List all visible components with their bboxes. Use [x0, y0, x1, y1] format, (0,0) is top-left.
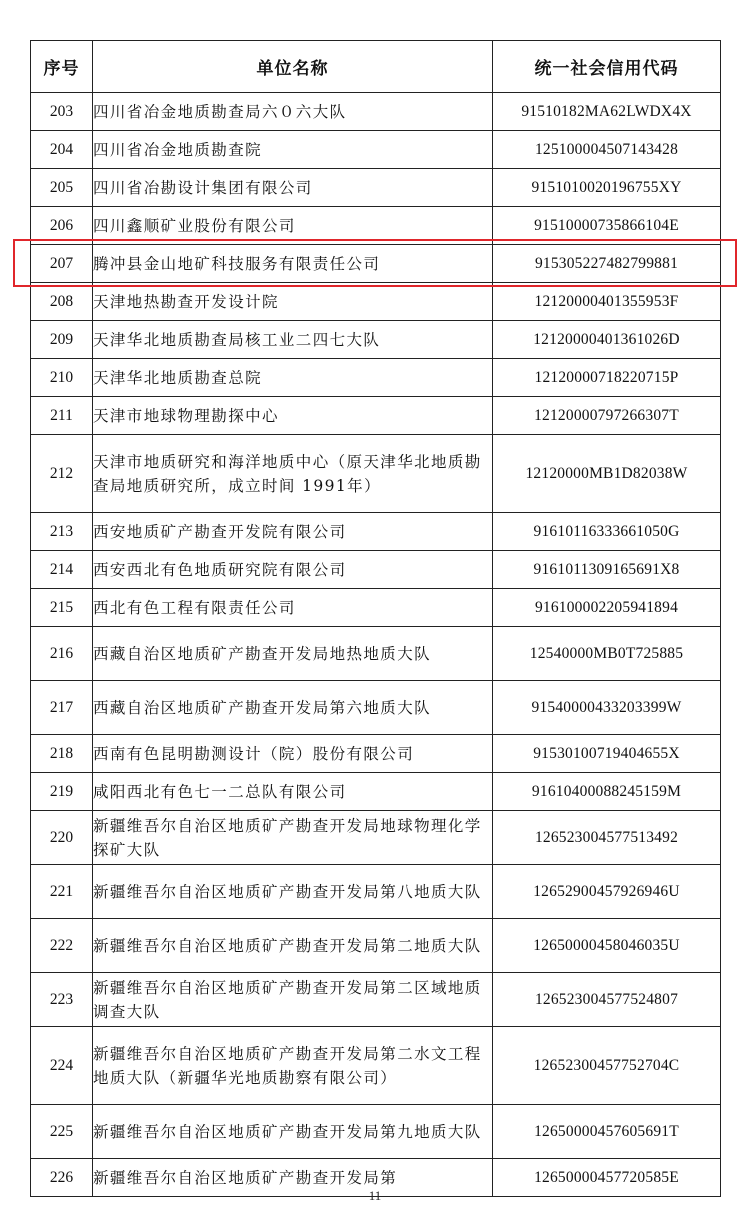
- row-serial-number: 206: [31, 207, 93, 245]
- row-unit-name: 西藏自治区地质矿产勘查开发局第六地质大队: [93, 681, 493, 735]
- row-unit-name: 新疆维吾尔自治区地质矿产勘查开发局第二地质大队: [93, 919, 493, 973]
- row-serial-number: 218: [31, 735, 93, 773]
- row-serial-number: 219: [31, 773, 93, 811]
- row-unit-name: 四川省冶金地质勘查局六０六大队: [93, 93, 493, 131]
- row-credit-code: 91530100719404655X: [493, 735, 721, 773]
- table-row: [31, 919, 721, 973]
- row-credit-code: 12120000718220715P: [493, 359, 721, 397]
- row-credit-code: 12540000MB0T725885: [493, 627, 721, 681]
- row-unit-name: 四川省冶金地质勘查院: [93, 131, 493, 169]
- row-unit-name: 新疆维吾尔自治区地质矿产勘查开发局第二区域地质调查大队: [93, 973, 493, 1027]
- row-serial-number: 220: [31, 811, 93, 865]
- row-unit-name: 西安西北有色地质研究院有限公司: [93, 551, 493, 589]
- row-credit-code: 12120000401361026D: [493, 321, 721, 359]
- row-unit-name: 西北有色工程有限责任公司: [93, 589, 493, 627]
- header-credit-code: 统一社会信用代码: [493, 41, 721, 93]
- row-unit-name: 新疆维吾尔自治区地质矿产勘查开发局第九地质大队: [93, 1105, 493, 1159]
- row-credit-code: 91610400088245159M: [493, 773, 721, 811]
- page-number: 11: [368, 1188, 382, 1203]
- row-serial-number: 209: [31, 321, 93, 359]
- row-serial-number: 203: [31, 93, 93, 131]
- row-credit-code: 915305227482799881: [493, 245, 721, 283]
- row-serial-number: 204: [31, 131, 93, 169]
- table-row: [31, 131, 721, 169]
- row-unit-name: 西藏自治区地质矿产勘查开发局地热地质大队: [93, 627, 493, 681]
- row-credit-code: 12652300457752704C: [493, 1027, 721, 1105]
- header-serial-number: 序号: [31, 41, 93, 93]
- table-row: [31, 1027, 721, 1105]
- row-credit-code: 9151010020196755XY: [493, 169, 721, 207]
- row-unit-name: 四川省冶勘设计集团有限公司: [93, 169, 493, 207]
- row-serial-number: 213: [31, 513, 93, 551]
- row-credit-code: 126523004577524807: [493, 973, 721, 1027]
- row-serial-number: 214: [31, 551, 93, 589]
- row-serial-number: 226: [31, 1159, 93, 1197]
- row-credit-code: 91540000433203399W: [493, 681, 721, 735]
- row-credit-code: 12650000457720585E: [493, 1159, 721, 1197]
- row-unit-name: 咸阳西北有色七一二总队有限公司: [93, 773, 493, 811]
- row-serial-number: 221: [31, 865, 93, 919]
- header-unit-name: 单位名称: [93, 41, 493, 93]
- row-unit-name: 新疆维吾尔自治区地质矿产勘查开发局第八地质大队: [93, 865, 493, 919]
- table-row: [31, 551, 721, 589]
- table-row: [31, 359, 721, 397]
- table-row: [31, 973, 721, 1027]
- row-serial-number: 208: [31, 283, 93, 321]
- row-credit-code: 12650000458046035U: [493, 919, 721, 973]
- table-header: [31, 41, 721, 93]
- header-row: [31, 41, 721, 93]
- row-unit-name: 天津华北地质勘查局核工业二四七大队: [93, 321, 493, 359]
- table-row: [31, 283, 721, 321]
- row-credit-code: 12650000457605691T: [493, 1105, 721, 1159]
- row-credit-code: 12652900457926946U: [493, 865, 721, 919]
- row-serial-number: 225: [31, 1105, 93, 1159]
- row-serial-number: 210: [31, 359, 93, 397]
- table-row: [31, 627, 721, 681]
- row-serial-number: 216: [31, 627, 93, 681]
- row-unit-name: 西安地质矿产勘查开发院有限公司: [93, 513, 493, 551]
- table-row: [31, 811, 721, 865]
- row-unit-name: 天津市地质研究和海洋地质中心（原天津华北地质勘查局地质研究所，成立时间 1991年）: [93, 435, 493, 513]
- row-credit-code: 126523004577513492: [493, 811, 721, 865]
- row-unit-name: 四川鑫顺矿业股份有限公司: [93, 207, 493, 245]
- table-row: [31, 321, 721, 359]
- row-serial-number: 224: [31, 1027, 93, 1105]
- table-row: [31, 589, 721, 627]
- row-unit-name: 新疆维吾尔自治区地质矿产勘查开发局地球物理化学探矿大队: [93, 811, 493, 865]
- row-credit-code: 12120000401355953F: [493, 283, 721, 321]
- table-row: [31, 207, 721, 245]
- row-serial-number: 212: [31, 435, 93, 513]
- row-credit-code: 9161011309165691X8: [493, 551, 721, 589]
- row-credit-code: 12120000MB1D82038W: [493, 435, 721, 513]
- table-row: [31, 681, 721, 735]
- row-credit-code: 125100004507143428: [493, 131, 721, 169]
- row-unit-name: 新疆维吾尔自治区地质矿产勘查开发局第: [93, 1159, 493, 1197]
- row-serial-number: 223: [31, 973, 93, 1027]
- row-unit-name: 天津市地球物理勘探中心: [93, 397, 493, 435]
- row-unit-name: 天津地热勘查开发设计院: [93, 283, 493, 321]
- row-credit-code: 91510182MA62LWDX4X: [493, 93, 721, 131]
- row-unit-name: 腾冲县金山地矿科技服务有限责任公司: [93, 245, 493, 283]
- table-body: [31, 93, 721, 1197]
- row-credit-code: 12120000797266307T: [493, 397, 721, 435]
- row-serial-number: 205: [31, 169, 93, 207]
- row-serial-number: 207: [31, 245, 93, 283]
- table-row: [31, 397, 721, 435]
- row-serial-number: 217: [31, 681, 93, 735]
- row-credit-code: 916100002205941894: [493, 589, 721, 627]
- row-unit-name: 天津华北地质勘查总院: [93, 359, 493, 397]
- table-row: [31, 1105, 721, 1159]
- table-row: [31, 435, 721, 513]
- row-credit-code: 91610116333661050G: [493, 513, 721, 551]
- row-unit-name: 新疆维吾尔自治区地质矿产勘查开发局第二水文工程地质大队（新疆华光地质勘察有限公司）: [93, 1027, 493, 1105]
- table-row: [31, 93, 721, 131]
- registry-table: [30, 40, 721, 1197]
- row-unit-name: 西南有色昆明勘测设计（院）股份有限公司: [93, 735, 493, 773]
- table-row: [31, 169, 721, 207]
- table-row: [31, 865, 721, 919]
- row-serial-number: 211: [31, 397, 93, 435]
- table-row: [31, 245, 721, 283]
- table-row: [31, 513, 721, 551]
- row-credit-code: 91510000735866104E: [493, 207, 721, 245]
- table-row: [31, 773, 721, 811]
- row-serial-number: 215: [31, 589, 93, 627]
- row-serial-number: 222: [31, 919, 93, 973]
- table-row: [31, 735, 721, 773]
